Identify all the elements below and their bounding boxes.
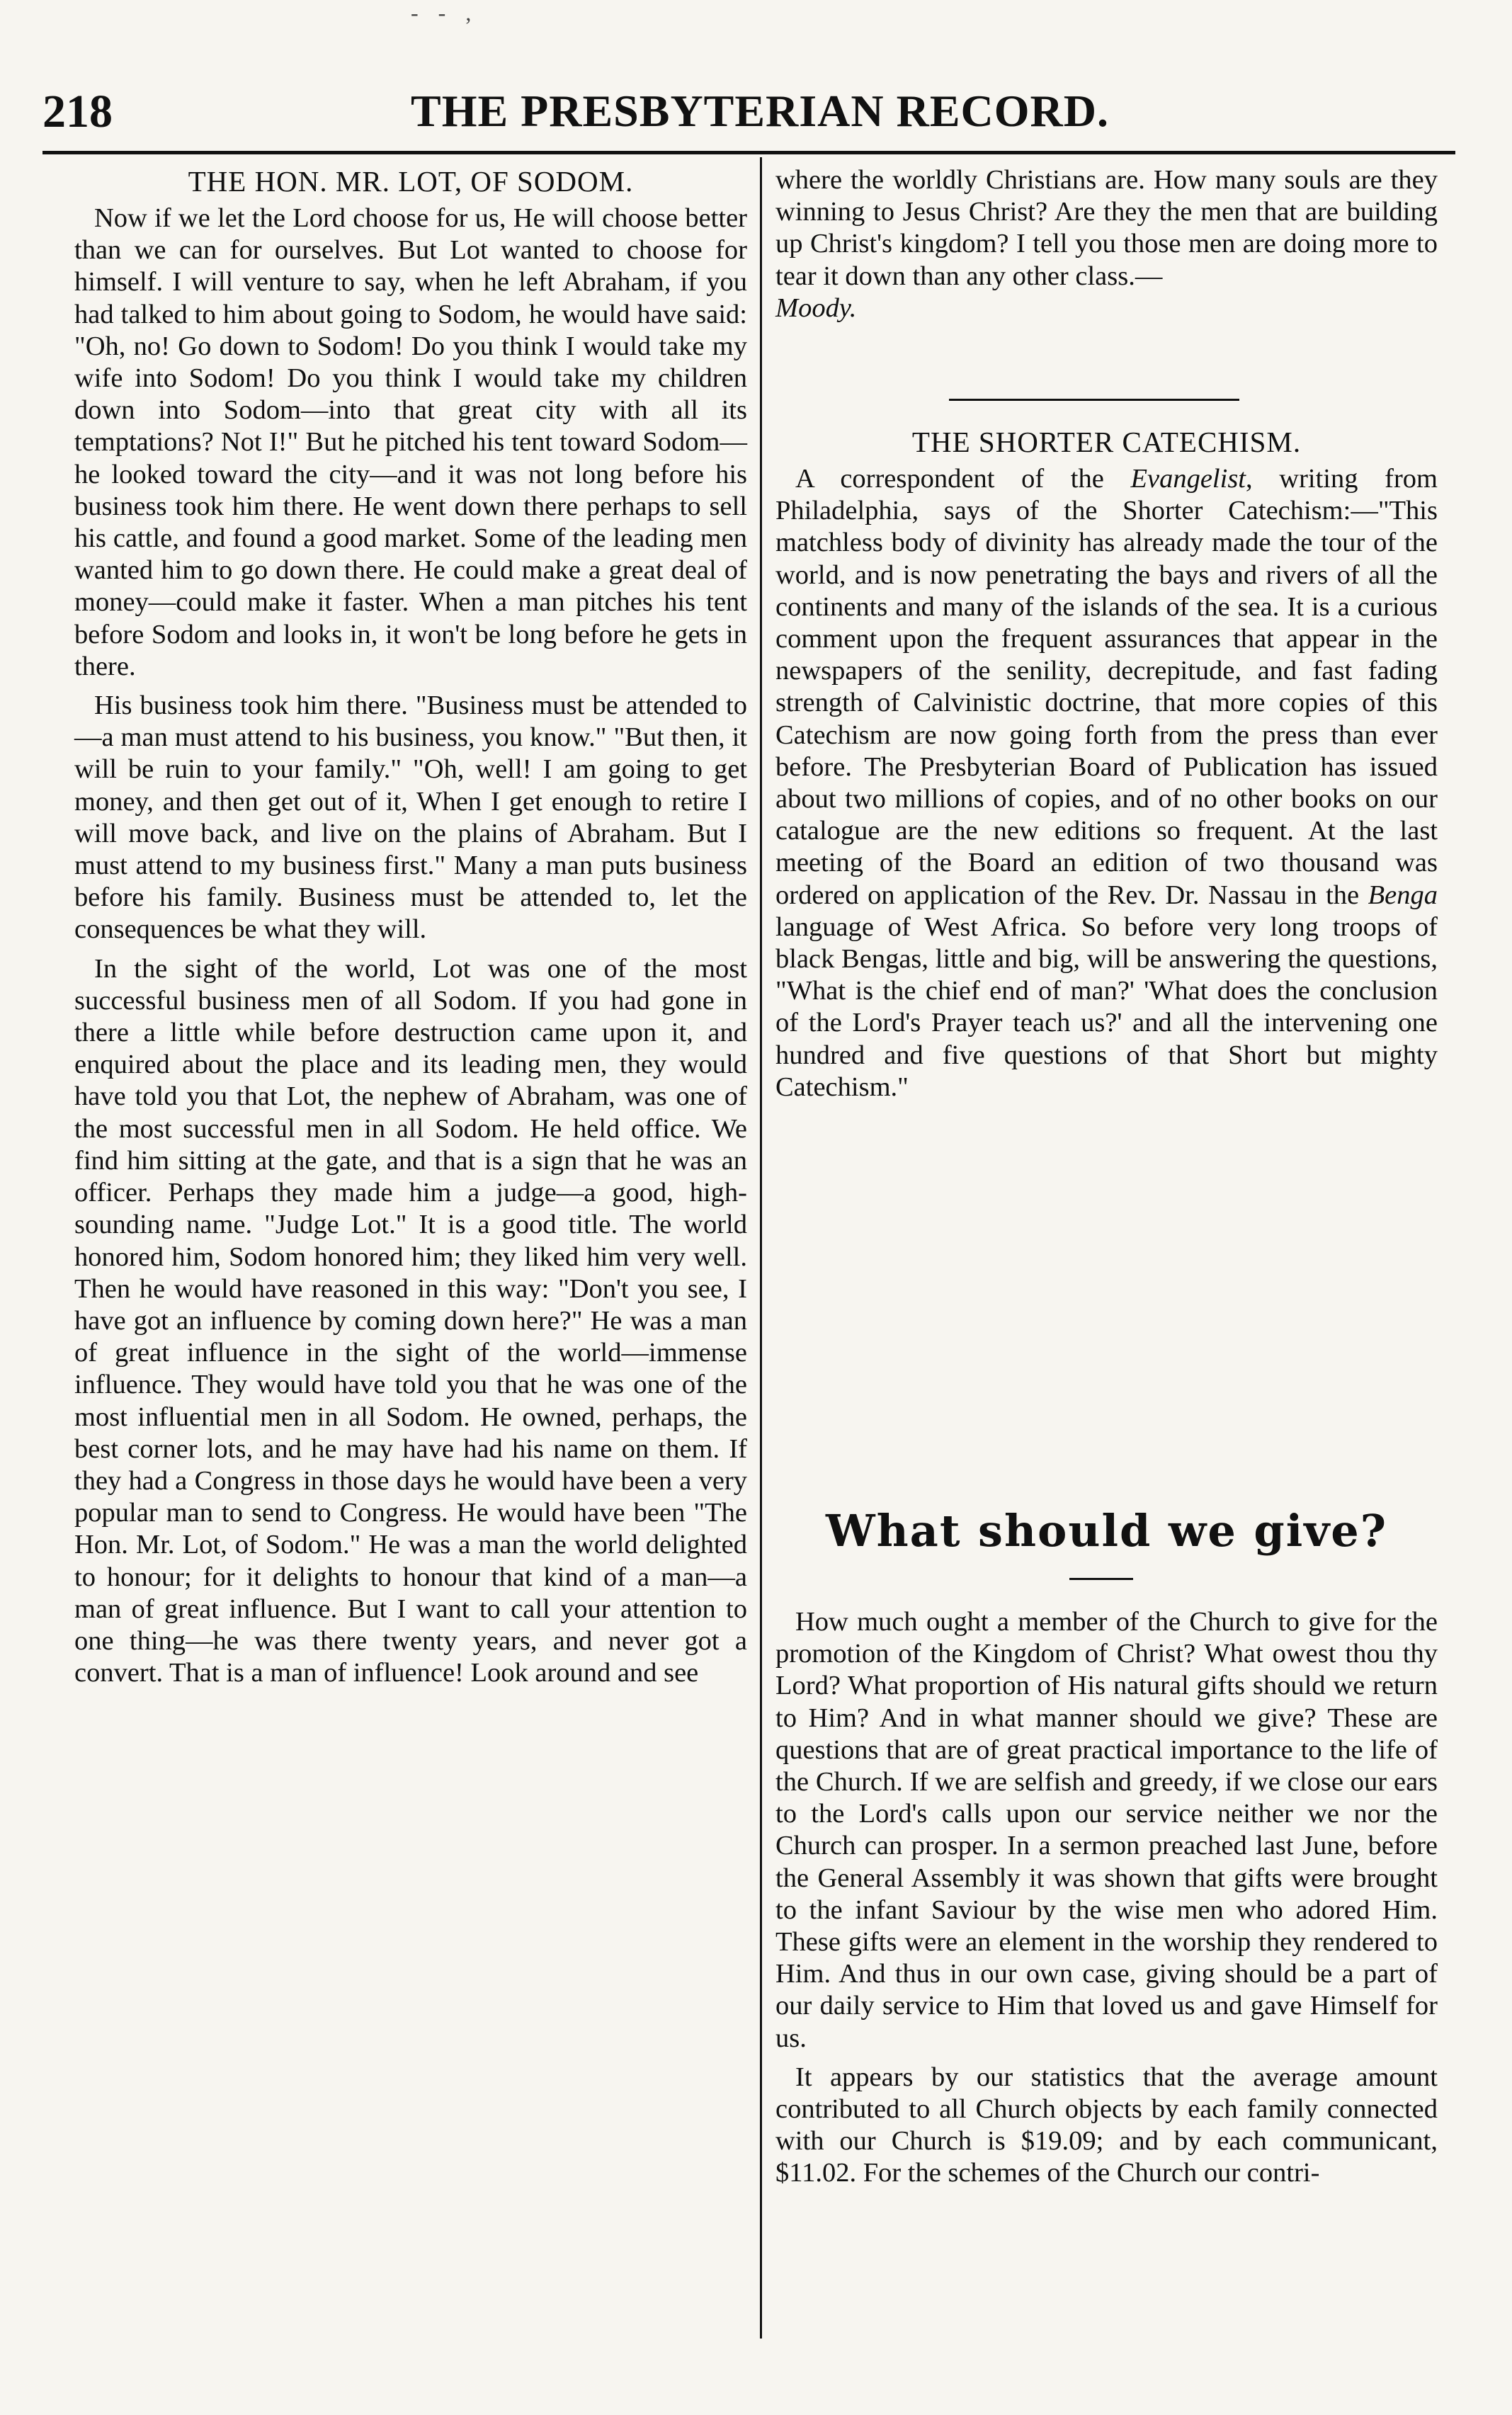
article-paragraph: His business took him there. "Business must be attended to—a man must attend to his business, you know." "But then, it will be ruin to your family." "Oh, well! I am going to get money, and then get out of it, When I get enough to retire I will move back, and live on the plains of Abraham. But I must attend to my business first." Many a man puts business before his family. Business must be attended to, let the consequences be what they will. — [74, 691, 747, 945]
page-title: THE PRESBYTERIAN RECORD. — [411, 86, 1109, 136]
left-column — [74, 164, 747, 1696]
scan-marks: - - , — [411, 0, 479, 25]
column-divider — [760, 157, 762, 2339]
article-paragraph: It appears by our statistics that the average amount contributed to all Church objects by each family connected with our Church is $19.09; and by each communicant, $11.02. For the schemes of the Church our contri- — [775, 2062, 1438, 2188]
right-column-continuation — [775, 164, 1438, 331]
article-heading-give: What should we give? — [825, 1505, 1388, 1557]
article-paragraph: In the sight of the world, Lot was one of the most successful business men of all Sodom. If you had gone in there a little while before destruction came upon it, and enquired about the place and its leading men, they would have told you that Lot, the nephew of Abraham, was one of the most successful men in all Sodom. He held office. We find him sitting at the gate, and that is a sign that he was an officer. Perhaps they made him a judge—a good, high-sounding name. "Judge Lot." It is a good title. The world honored him, Sodom honored him; they liked him very well. Then he would have reasoned in this way: "Don't you see, I have got an influence by coming down here?" He was a man of great influence in the sight of the world—immense influence. They would have told you that he was one of the most influential men in all Sodom. He owned, perhaps, the best corner lots, and he may have had his name on them. If they had a Congress in those days he would have been a very popular man to send to Congress. He would have been "The Hon. Mr. Lot, of Sodom." He was a man the world delighted to honour; for it delights to honour that kind of a man—a man of great influence. But I want to call your attention to one thing—he was there twenty years, and never got a convert. That is a man of influence! Look around and see — [74, 953, 747, 1688]
page-number: 218 — [42, 86, 113, 137]
section-rule — [949, 399, 1239, 401]
page-header — [42, 85, 1455, 149]
article-paragraph: How much ought a member of the Church to give for the promotion of the Kingdom of Christ? What owest thou thy Lord? What proportion of His natural gifts should we return to Him? And in what manner should we give? These are questions that are of great practical importance to the life of the Church. If we are selfish and greedy, if we close our ears to the Lord's calls upon our service neither we nor the Church can prosper. In a sermon preached last June, before the General Assembly it was shown that gifts were brought to the infant Saviour by the wise men who adored Him. These gifts were an element in the worship they rendered to Him. And thus in our own case, giving should be a part of our daily service to Him that loved us and gave Himself for us. — [775, 1607, 1438, 2053]
article-heading-lot: THE HON. MR. LOT, OF SODOM. — [188, 165, 634, 198]
continued-text: where the worldly Christians are. How many souls are they winning to Jesus Christ? Are they the men that are building up Christ's kingdom? I tell you those men are doing more to tear it down than any other class.— — [775, 165, 1438, 291]
continued-paragraph — [775, 164, 1438, 324]
source-name: Evangelist — [1130, 464, 1246, 494]
paragraph-rest: , writing from Philadelphia, says of the Shorter Catechism:—"This matchless body of divinity has already made the tour of the world, and is now penetrating the bays and rivers of all the continents and many of the islands of the sea. It is a curious comment upon the frequent assurances that appear in the newspapers of the senility, decrepitude, and fast fading strength of Calvinistic doctrine, that more copies of this Catechism are now going forth from the press than ever before. The Presbyterian Board of Publication has issued about two millions of copies, and of no other books on our catalogue are the new editions so frequent. At the last meeting of the Board an edition of two thousand was ordered on application of the Rev. Dr. Nassau in the — [775, 464, 1438, 910]
heading-spacer — [775, 1557, 1438, 1606]
catechism-article — [775, 425, 1438, 1110]
tiny-rule — [1069, 1578, 1133, 1580]
paragraph-end: language of West Africa. So before very long troops of black Bengas, little and big, will be answering the questions, "What is the chief end of man?' 'What does the conclusion of the Lord's Prayer teach us?' and all the intervening one hundred and five questions of that Short but mighty Catechism." — [775, 911, 1438, 1102]
article-paragraph — [775, 463, 1438, 1103]
header-rule — [42, 151, 1455, 154]
article-paragraph: Now if we let the Lord choose for us, He will choose better than we can for ourselves. But Lot wanted to choose for himself. I will venture to say, when he left Abraham, if you had talked to him about going to Sodom, he would have said: "Oh, no! Go down to Sodom! Do you think I would take my wife into Sodom! Do you think I would take my children down into Sodom—into that great city with all its temptations? Not I!" But he pitched his tent toward Sodom—he looked toward the city—and it was not long before his business took him there. He went down there perhaps to sell his cattle, and found a good market. Some of the leading men wanted him to go down there. He could make a great deal of money—could make it faster. When a man pitches his tent before Sodom and looks in, it won't be long before he gets in there. — [74, 203, 747, 681]
language-name: Benga — [1368, 880, 1438, 910]
paragraph-start: A correspondent of the — [795, 464, 1131, 494]
give-article — [775, 1505, 1438, 2197]
article-heading-catechism: THE SHORTER CATECHISM. — [911, 426, 1302, 458]
attribution: Moody. — [775, 292, 857, 323]
